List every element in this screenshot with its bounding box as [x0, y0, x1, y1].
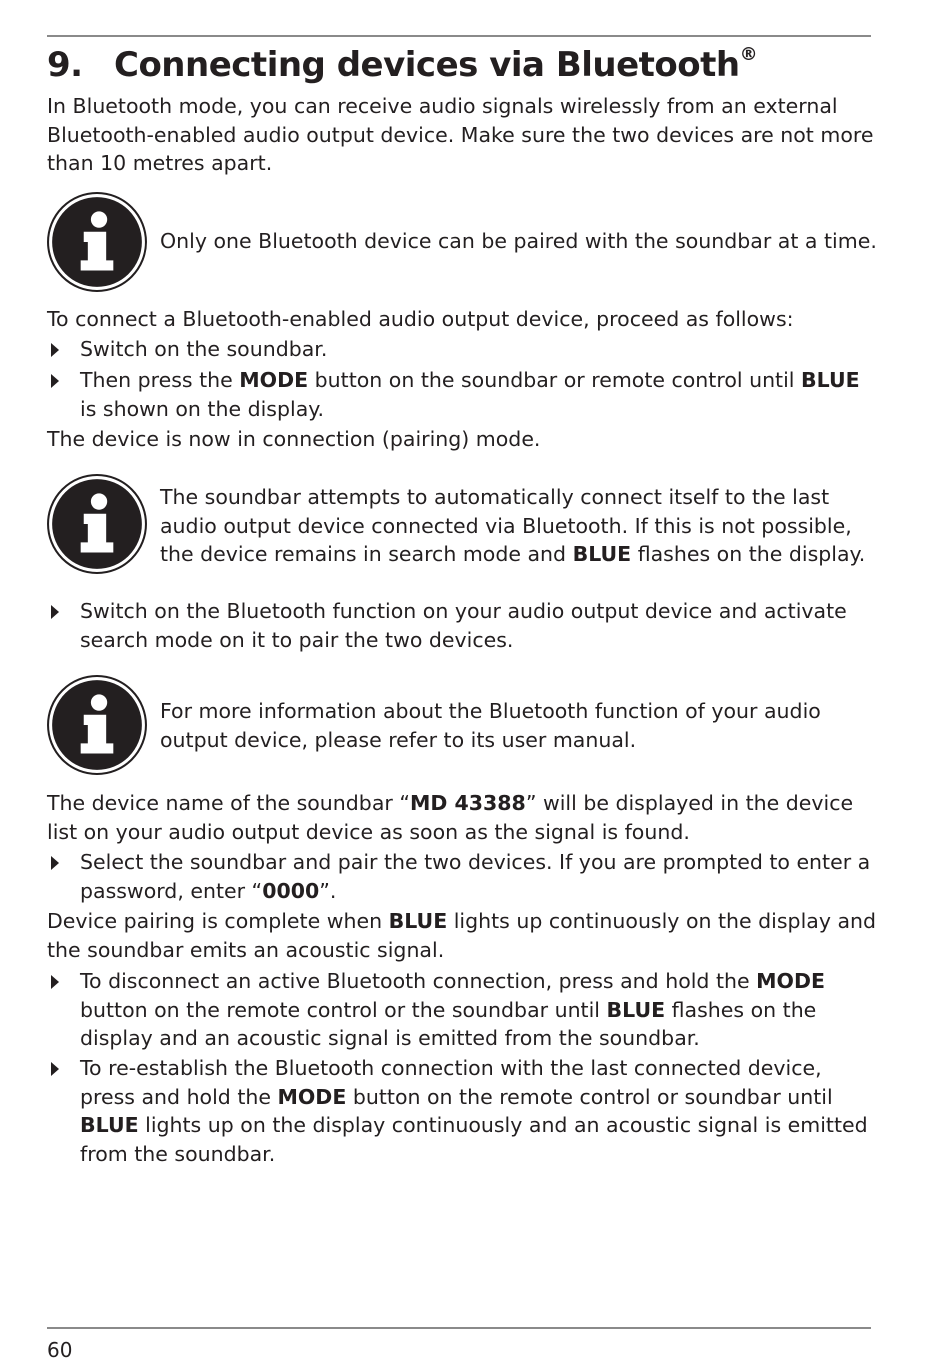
device-name-paragraph: The device name of the soundbar “MD 43388” will be displayed in the device list on your audio output device as soon as the signal is found. [47, 791, 854, 844]
bullet-arrow-icon [51, 1062, 59, 1076]
info-note-auto-connect: The soundbar attempts to automatically connect itself to the last audio output device connected via Bluetooth. If this is not possible, the device remains in search mode and BLUE flashes on the display. [160, 485, 866, 566]
bullet-arrow-icon [51, 343, 59, 357]
section-title: Connecting devices via Bluetooth [114, 45, 740, 85]
bullet-arrow-icon [51, 856, 59, 870]
bullet-arrow-icon [51, 374, 59, 388]
step-text: To disconnect an active Bluetooth connection, press and hold the MODE button on the remote control or the soundbar until BLUE flashes on the display and an acoustic signal is emitted from the soundbar. [80, 969, 825, 1050]
password-code: 0000 [262, 878, 320, 903]
step-pair-devices [47, 848, 877, 905]
footer-rule [47, 1327, 871, 1329]
info-icon [46, 191, 148, 293]
blue-keyword: BLUE [801, 368, 860, 392]
mode-keyword: MODE [239, 368, 309, 392]
step-reconnect [47, 1054, 877, 1168]
step-text: To re-establish the Bluetooth connection with the last connected device, press and hold the MODE button on the remote control or soundbar until BLUE lights up on the display continuously and an acoustic signal is emitted from the soundbar. [80, 1056, 868, 1166]
section-number: 9. [47, 45, 83, 85]
info-note-single-device: Only one Bluetooth device can be paired with the soundbar at a time. [160, 229, 877, 253]
bullet-arrow-icon [51, 975, 59, 989]
step-text: Select the soundbar and pair the two devices. If you are prompted to enter a password, enter “0000”. [80, 850, 871, 903]
step-text: Then press the MODE button on the soundbar or remote control until BLUE is shown on the display. [80, 368, 860, 421]
blue-keyword: BLUE [388, 909, 448, 933]
info-note-user-manual: For more information about the Bluetooth function of your audio output device, please refer to its user manual. [160, 699, 821, 752]
step-text: Switch on the Bluetooth function on your audio output device and activate search mode on it to pair the two devices. [80, 599, 847, 652]
connect-intro: To connect a Bluetooth-enabled audio output device, proceed as follows: [47, 307, 794, 331]
pairing-mode-note: The device is now in connection (pairing) mode. [47, 427, 541, 451]
device-model-name: MD 43388 [409, 791, 526, 815]
registered-mark: ® [739, 44, 758, 65]
blue-keyword: BLUE [80, 1113, 139, 1137]
blue-keyword: BLUE [572, 542, 632, 566]
top-rule [47, 35, 871, 37]
info-icon [46, 473, 148, 575]
section-heading [47, 44, 757, 85]
step-activate-bluetooth [47, 597, 877, 654]
mode-keyword: MODE [756, 969, 825, 993]
step-press-mode [47, 366, 877, 423]
bullet-arrow-icon [51, 605, 59, 619]
pairing-complete-paragraph: Device pairing is complete when BLUE lights up continuously on the display and the soundbar emits an acoustic signal. [47, 909, 877, 962]
intro-paragraph: In Bluetooth mode, you can receive audio signals wirelessly from an external Bluetooth-enabled audio output device. Make sure the two devices are not more than 10 metres apart. [47, 94, 874, 175]
info-icon [46, 674, 148, 776]
page-number: 60 [47, 1338, 73, 1362]
blue-keyword: BLUE [606, 997, 666, 1022]
step-text: Switch on the soundbar. [80, 337, 328, 361]
step-switch-on-soundbar [47, 335, 877, 364]
step-disconnect [47, 967, 877, 1053]
mode-keyword: MODE [277, 1084, 347, 1109]
